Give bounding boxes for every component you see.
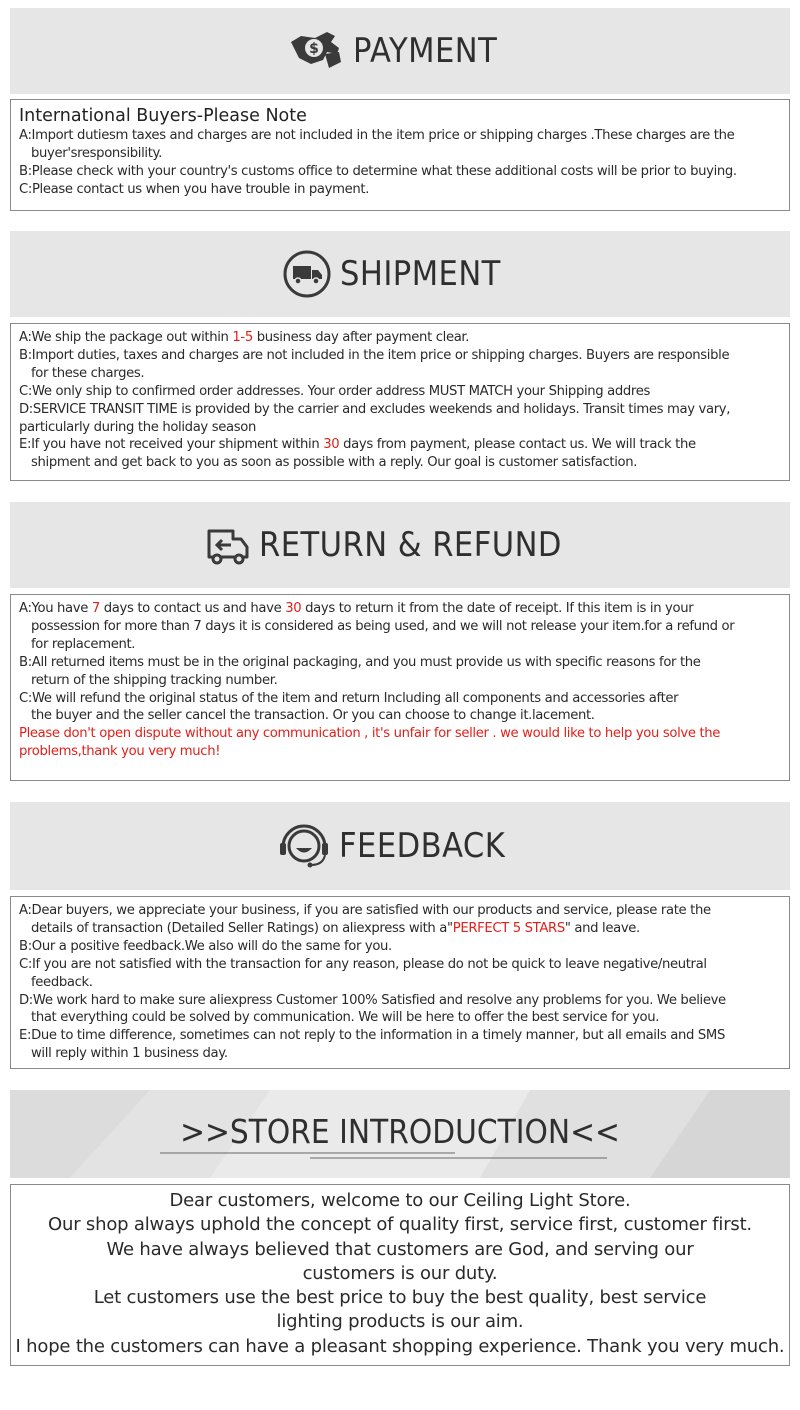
shipment-line-d: D:SERVICE TRANSIT TIME is provided by the carrier and excludes weekends and holidays. Transit times may vary, xyxy=(19,401,731,417)
payment-note-title: International Buyers-Please Note xyxy=(19,106,307,126)
store-intro-box xyxy=(10,1184,790,1366)
refund-line-b: B:All returned items must be in the original packaging, and you must provide us with specific reasons for the xyxy=(19,654,701,670)
feedback-line-d: D:We work hard to make sure aliexpress Customer 100% Satisfied and resolve any problems for you. We believe xyxy=(19,992,726,1008)
store-line-1: Dear customers, welcome to our Ceiling Light Store. xyxy=(169,1190,631,1211)
shipment-header xyxy=(10,231,790,317)
refund-line-a: A:You have 7 days to contact us and have 30 days to return it from the date of receipt. If this item is in your xyxy=(19,601,694,616)
feedback-line-c: C:If you are not satisfied with the transaction for any reason, please do not be quick to leave negative/neutral xyxy=(19,956,707,972)
feedback-line-e2: will reply within 1 business day. xyxy=(31,1046,228,1062)
payment-line-a: A:Import dutiesm taxes and charges are not included in the item price or shipping charges .These charges are the xyxy=(19,128,735,143)
refund-line-b2: return of the shipping tracking number. xyxy=(31,672,278,688)
feedback-title: FEEDBACK xyxy=(338,826,505,866)
shipment-line-b: B:Import duties, taxes and charges are not included in the item price or shipping charges. Buyers are responsible xyxy=(19,347,730,363)
refund-line-a2: possession for more than 7 days it is considered as being used, and we will not release your item.for a refund or xyxy=(31,618,735,634)
payment-notice-box xyxy=(10,99,790,211)
truck-icon xyxy=(282,249,332,299)
shipment-line-d2: particularly during the holiday season xyxy=(19,419,256,435)
payment-line-c: C:Please contact us when you have trouble in payment. xyxy=(19,181,370,197)
store-line-7: I hope the customers can have a pleasant shopping experience. Thank you very much. xyxy=(15,1335,785,1357)
store-line-3: We have always believed that customers are God, and serving our xyxy=(106,1238,694,1260)
shipment-line-a: A:We ship the package out within 1-5 business day after payment clear. xyxy=(19,330,470,345)
return-truck-icon xyxy=(205,523,251,567)
feedback-line-a2: details of transaction (Detailed Seller Ratings) on aliexpress with a"PERFECT 5 STARS" and leave. xyxy=(31,920,640,936)
store-line-6: lighting products is our aim. xyxy=(276,1311,524,1333)
feedback-line-d2: that everything could be solved by communication. We will be here to offer the best service for you. xyxy=(31,1010,660,1026)
refund-line-c: C:We will refund the original status of the item and return Including all components and accessories after xyxy=(19,690,679,706)
store-title: >>STORE INTRODUCTION<< xyxy=(180,1112,620,1151)
feedback-box xyxy=(10,896,790,1069)
money-bag-icon xyxy=(287,28,345,74)
refund-line-a3: for replacement. xyxy=(31,636,136,652)
feedback-header xyxy=(10,802,790,890)
payment-header xyxy=(10,8,790,94)
store-header xyxy=(10,1090,790,1178)
refund-box xyxy=(10,594,790,781)
refund-title: RETURN & REFUND xyxy=(258,525,562,565)
store-line-2: Our shop always uphold the concept of quality first, service first, customer first. xyxy=(48,1214,752,1236)
feedback-line-a: A:Dear buyers, we appreciate your business, if you are satisfied with our products and service, please rate the xyxy=(19,903,711,918)
shipment-title: SHIPMENT xyxy=(339,254,501,294)
store-line-5: Let customers use the best price to buy the best quality, best service xyxy=(93,1287,707,1309)
payment-line-b: B:Please check with your country's customs office to determine what these additional costs will be prior to buying. xyxy=(19,163,737,179)
svg-text:$: $ xyxy=(309,41,319,57)
shipment-box xyxy=(10,323,790,481)
refund-line-c2: the buyer and the seller cancel the transaction. Or you can choose to change it.lacement. xyxy=(31,708,595,724)
shipment-line-b2: for these charges. xyxy=(31,365,145,381)
store-line-4: customers is our duty. xyxy=(302,1262,498,1284)
refund-header xyxy=(10,502,790,588)
feedback-line-b: B:Our a positive feedback.We also will do the same for you. xyxy=(19,938,392,954)
headset-smile-icon xyxy=(277,821,331,871)
feedback-line-c2: feedback. xyxy=(31,974,93,990)
shipment-line-e: E:If you have not received your shipment within 30 days from payment, please contact us. We will track the xyxy=(19,437,696,453)
payment-title: PAYMENT xyxy=(352,31,498,71)
shipment-line-e2: shipment and get back to you as soon as possible with a reply. Our goal is customer satisfaction. xyxy=(31,455,638,471)
refund-warning: Please don't open dispute without any communication , it's unfair for seller . we would like to help you solve the problems,thank you very much! xyxy=(19,726,721,760)
payment-line-a2: buyer'sresponsibility. xyxy=(31,145,162,161)
shipment-line-c: C:We only ship to confirmed order addresses. Your order address MUST MATCH your Shipping addres xyxy=(19,383,651,399)
feedback-line-e: E:Due to time difference, sometimes can not reply to the information in a timely manner, but all emails and SMS xyxy=(19,1028,725,1044)
